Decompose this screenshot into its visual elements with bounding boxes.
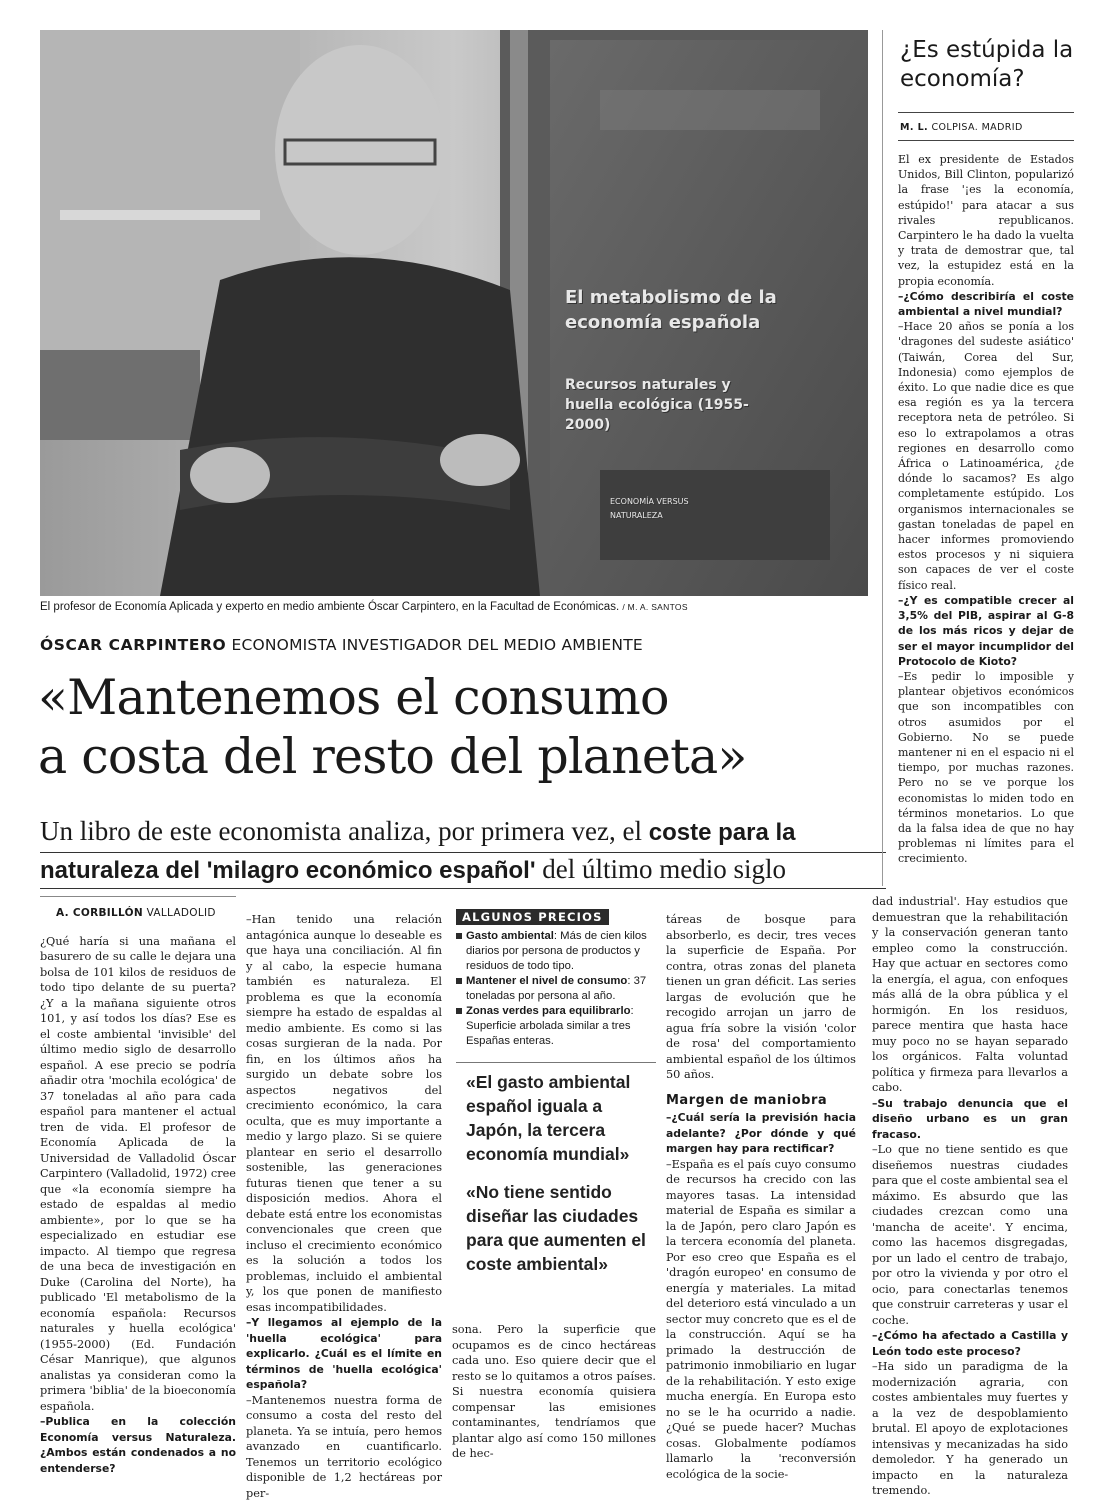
headline: [38, 668, 878, 786]
photo-credit: / M. A. SANTOS: [622, 602, 687, 612]
col4-question: –¿Cuál sería la previsión hacia adelante? ¿Por dónde y qué margen hay para rectificar?: [666, 1110, 856, 1157]
headline-line-2: a costa del resto del planeta»: [38, 727, 878, 786]
subhead-bold: coste para la naturaleza del 'milagro económico español': [40, 819, 796, 884]
column-3: [452, 1322, 656, 1462]
prices-item: [456, 974, 656, 1004]
prices-item-text: : Superficie arbolada similar a tres Españas enteras.: [466, 1005, 634, 1047]
photo-caption: [40, 601, 800, 613]
interviewee-role: ECONOMISTA INVESTIGADOR DEL MEDIO AMBIENTE: [231, 636, 642, 654]
sidebar-title: ¿Es estúpida la economía?: [900, 36, 1080, 94]
sidebar-byline-name: M. L.: [900, 122, 928, 133]
prices-item-text: : Más de cien kilos diarios por persona de productos y residuos de todo tipo.: [466, 930, 647, 972]
prices-item-label: Gasto ambiental: [466, 930, 554, 942]
prices-item: [456, 1004, 656, 1049]
subheadline: [40, 813, 880, 889]
prices-item-text: : 37 toneladas por persona al año.: [466, 975, 646, 1002]
col5-paragraph-1: dad industrial'. Hay estudios que demuestran que la rehabilitación y la conservación generan tanto empleo como la construcción. Hay que actuar en sectores como la energía, el agua, con enfoques más allá de la obra pública y el hormigón. En los residuos, parece mentira que hasta hace muy poco no se hayan separado los orgánicos. Falta voluntad política y firmeza para llevarlos a cabo.: [872, 894, 1068, 1096]
byline-place: VALLADOLID: [147, 907, 216, 919]
bullet-square-icon: [456, 933, 462, 939]
col5-question-2: –¿Cómo ha afectado a Castilla y León todo este proceso?: [872, 1328, 1068, 1359]
col1-question: –Publica en la colección Economía versus Naturaleza. ¿Ambos están condenados a no entenderse?: [40, 1414, 236, 1476]
sidebar-byline-rule: [898, 140, 1074, 141]
book-title: El metabolismo de la economía española: [565, 285, 795, 335]
subhead-part-1: Un libro de este economista analiza, por primera vez, el: [40, 816, 649, 846]
sidebar-byline: [900, 122, 1023, 133]
subhead-rule-bottom: [40, 888, 886, 889]
subhead-part-2: del último medio siglo: [536, 854, 787, 884]
sidebar-paragraph-3: –Es pedir lo imposible y plantear objetivos económicos que son incompatibles con otros asumidos por el Gobierno. No se puede mantener ni en el espacio ni el tiempo, por muchas razones. Pero no se ve porque los economistas lo miden todo en términos monetarios. Lo que da la falsa idea de que no hay problemas ni límites para el crecimiento.: [898, 669, 1074, 867]
bullet-square-icon: [456, 978, 462, 984]
byline-author: A. CORBILLÓN: [56, 907, 143, 919]
book-series: ECONOMÍA VERSUS NATURALEZA: [610, 495, 730, 523]
section-heading: Margen de maniobra: [666, 1093, 856, 1109]
sidebar-question-1: –¿Cómo describiría el coste ambiental a nivel mundial?: [898, 289, 1074, 319]
book-subtitle: Recursos naturales y huella ecológica (1955-2000): [565, 375, 755, 435]
sidebar-title-rule: [898, 112, 1074, 113]
sidebar-paragraph-1: El ex presidente de Estados Unidos, Bill Clinton, popularizó la frase '¡es la economía, estúpido!' para atacar a sus rivales republicanos. Carpintero le ha dado la vuelta y trata de demostrar que, tal vez, la estupidez está en la propia economía.: [898, 152, 1074, 289]
col1-paragraph: ¿Qué haría si una mañana el basurero de su calle le dejara una bolsa de 101 kilos de residuos de todo tipo delante de su puerta? ¿Y a la mañana siguiente otros 101, y así todos los días? Ese es el coste ambiental 'invisible' del último medio siglo de desarrollo español. A ese precio se podría añadir otra 'mochila ecológica' de 37 toneladas al año para cada español para mantener el actual tren de vida. El profesor de Economía Aplicada de la Universidad de Valladolid Óscar Carpintero (Valladolid, 1972) cree que «la economía siempre ha estado de espaldas al medio ambiente», por lo que se ha especializado en estudiar ese impacto. Al tiempo que regresa de una beca de investigación en Duke (Carolina del Norte), ha publicado 'El metabolismo de la economía española: Recursos naturales y huella ecológica' (1955-2000) (Ed. Fundación César Manrique), que algunos analistas ya consideran como la primera 'biblia' de la bioeconomía española.: [40, 934, 236, 1415]
prices-item: [456, 929, 656, 974]
column-1: [40, 906, 236, 1476]
col2-paragraph-1: –Han tenido una relación antagónica aunque lo deseable es que haya una conciliación. Al fin y al cabo, la especie humana también es naturaleza. El problema es que la economía siempre ha estado de espaldas al medio ambiente. Es como si las cosas surgieran de la nada. Por fin, en los últimos años ha surgido un debate sobre los aspectos negativos del crecimiento económico, la cara oculta, que es muy importante a medio y largo plazo. Si se quiere plantear en serio el desarrollo sostenible, las generaciones futuras tienen que tener a su disposición medios. Ahora el debate está entre los economistas convencionales que creen que incluso el crecimiento económico es la solución a todos los problemas, incluido el ambiental y, los que ponen de manifiesto esas incompatibilidades.: [246, 912, 442, 1315]
caption-text: El profesor de Economía Aplicada y experto en medio ambiente Óscar Carpintero, en la Facultad de Económicas.: [40, 601, 619, 613]
sidebar-byline-place: COLPISA. MADRID: [931, 122, 1022, 133]
sidebar-question-2: –¿Y es compatible crecer al 3,5% del PIB, aspirar al G-8 de los más ricos y dejar de ser el mayor incumplidor del Protocolo de Kioto?: [898, 593, 1074, 669]
pullquote-2: «No tiene sentido diseñar las ciudades para que aumenten el coste ambiental»: [466, 1180, 651, 1276]
subhead-rule: [40, 852, 886, 853]
col4-paragraph-2: –España es el país cuyo consumo de recursos ha crecido con las mayores tasas. La intensidad material de España es similar a la de Japón, pero claro Japón es la tercera economía del planeta. Por eso creo que España es el 'dragón europeo' en consumo de energía y materiales. La mitad del deterioro está vinculado a un sector muy concreto que es el de la construcción. Aquí se ha primado la destrucción de patrimonio inmobiliario en lugar de la rehabilitación. Y esto exige mucha energía. En Europa esto no se le ha ocurrido a nadie. ¿Qué se puede hacer? Muchas cosas. Globalmente podíamos llamarlo la 'reconversión ecológica de la socie-: [666, 1157, 856, 1483]
col5-paragraph-2: –Lo que no tiene sentido es que diseñemos nuestras ciudades para que el coste ambiental sea el máximo. Es absurdo que las ciudades crezcan como una 'mancha de aceite'. Y encima, como las hacemos disgregadas, por un lado el centro de trabajo, por otro la vivienda y por otro el ocio, para conectarlas tenemos que construir carreteras y usar el coche.: [872, 1142, 1068, 1328]
column-4: [666, 912, 856, 1482]
col3-paragraph: sona. Pero la superficie que ocupamos es de cinco hectáreas cada uno. Eso quiere decir que el resto se lo quitamos a otros países. Si nuestra economía quisiera compensar las emisiones contaminantes, tendríamos que plantar algo así como 150 millones de hec-: [452, 1322, 656, 1462]
prices-item-label: Zonas verdes para equilibrarlo: [466, 1005, 631, 1017]
col5-question-1: –Su trabajo denuncia que el diseño urbano es un gran fracaso.: [872, 1096, 1068, 1143]
pullquote-1: «El gasto ambiental español iguala a Japón, la tercera economía mundial»: [466, 1070, 651, 1166]
prices-item-label: Mantener el nivel de consumo: [466, 975, 627, 987]
headline-line-1: «Mantenemos el consumo: [38, 668, 878, 727]
col2-paragraph-2: –Mantenemos nuestra forma de consumo a costa del resto del planeta. Ya se intuía, pero hemos avanzado en cuantificarlo. Tenemos un territorio ecológico disponible de 1,2 hectáreas por per-: [246, 1393, 442, 1501]
sidebar-body: [898, 152, 1074, 867]
article-photo: [40, 30, 868, 596]
sidebar-paragraph-2: –Hace 20 años se ponía a los 'dragones del sudeste asiático' (Taiwán, Corea del Sur, Indonesia) como ejemplos de éxito. Lo que nadie dice es que esa región es ya la tercera receptora neta de petróleo. Si eso lo extrapolamos a otras regiones en desarrollo como África o Latinoamérica, ¿de dónde lo sacamos? Es algo completamente estúpido. Los organismos internacionales se gastan toneladas de papel en hacer informes promoviendo estos procesos y ni siquiera son capaces de ver el coste físico real.: [898, 319, 1074, 593]
pullquote-rule: [456, 1062, 656, 1063]
interviewee-name: ÓSCAR CARPINTERO: [40, 636, 226, 654]
col5-paragraph-3: –Ha sido un paradigma de la modernización agraria, con costes ambientales muy fuertes y a la vez de despoblamiento brutal. El apoyo de explotaciones intensivas y mecanizadas ha sido demoledor. Y ha generado un impacto en la naturaleza tremendo.: [872, 1359, 1068, 1499]
sidebar-divider: [882, 30, 883, 886]
column-5: [872, 894, 1068, 1499]
bullet-square-icon: [456, 1008, 462, 1014]
col2-question: –Y llegamos al ejemplo de la 'huella ecológica' para explicarlo. ¿Cuál es el límite en términos de 'huella ecológica' española?: [246, 1315, 442, 1393]
byline-rule: [40, 896, 236, 897]
prices-box-title: ALGUNOS PRECIOS: [456, 909, 609, 925]
col4-paragraph-1: táreas de bosque para absorberlo, es decir, tres veces la superficie de España. Por contra, otras zonas del planeta tienen un gran déficit. Las series largas de evolución que he recogido arrojan un jarro de agua fría sobre la visión 'color de rosa' del comportamiento ambiental español de los últimos 50 años.: [666, 912, 856, 1083]
byline: [56, 906, 236, 922]
kicker: [40, 636, 643, 654]
prices-box: [456, 906, 656, 1049]
column-2: [246, 912, 442, 1501]
